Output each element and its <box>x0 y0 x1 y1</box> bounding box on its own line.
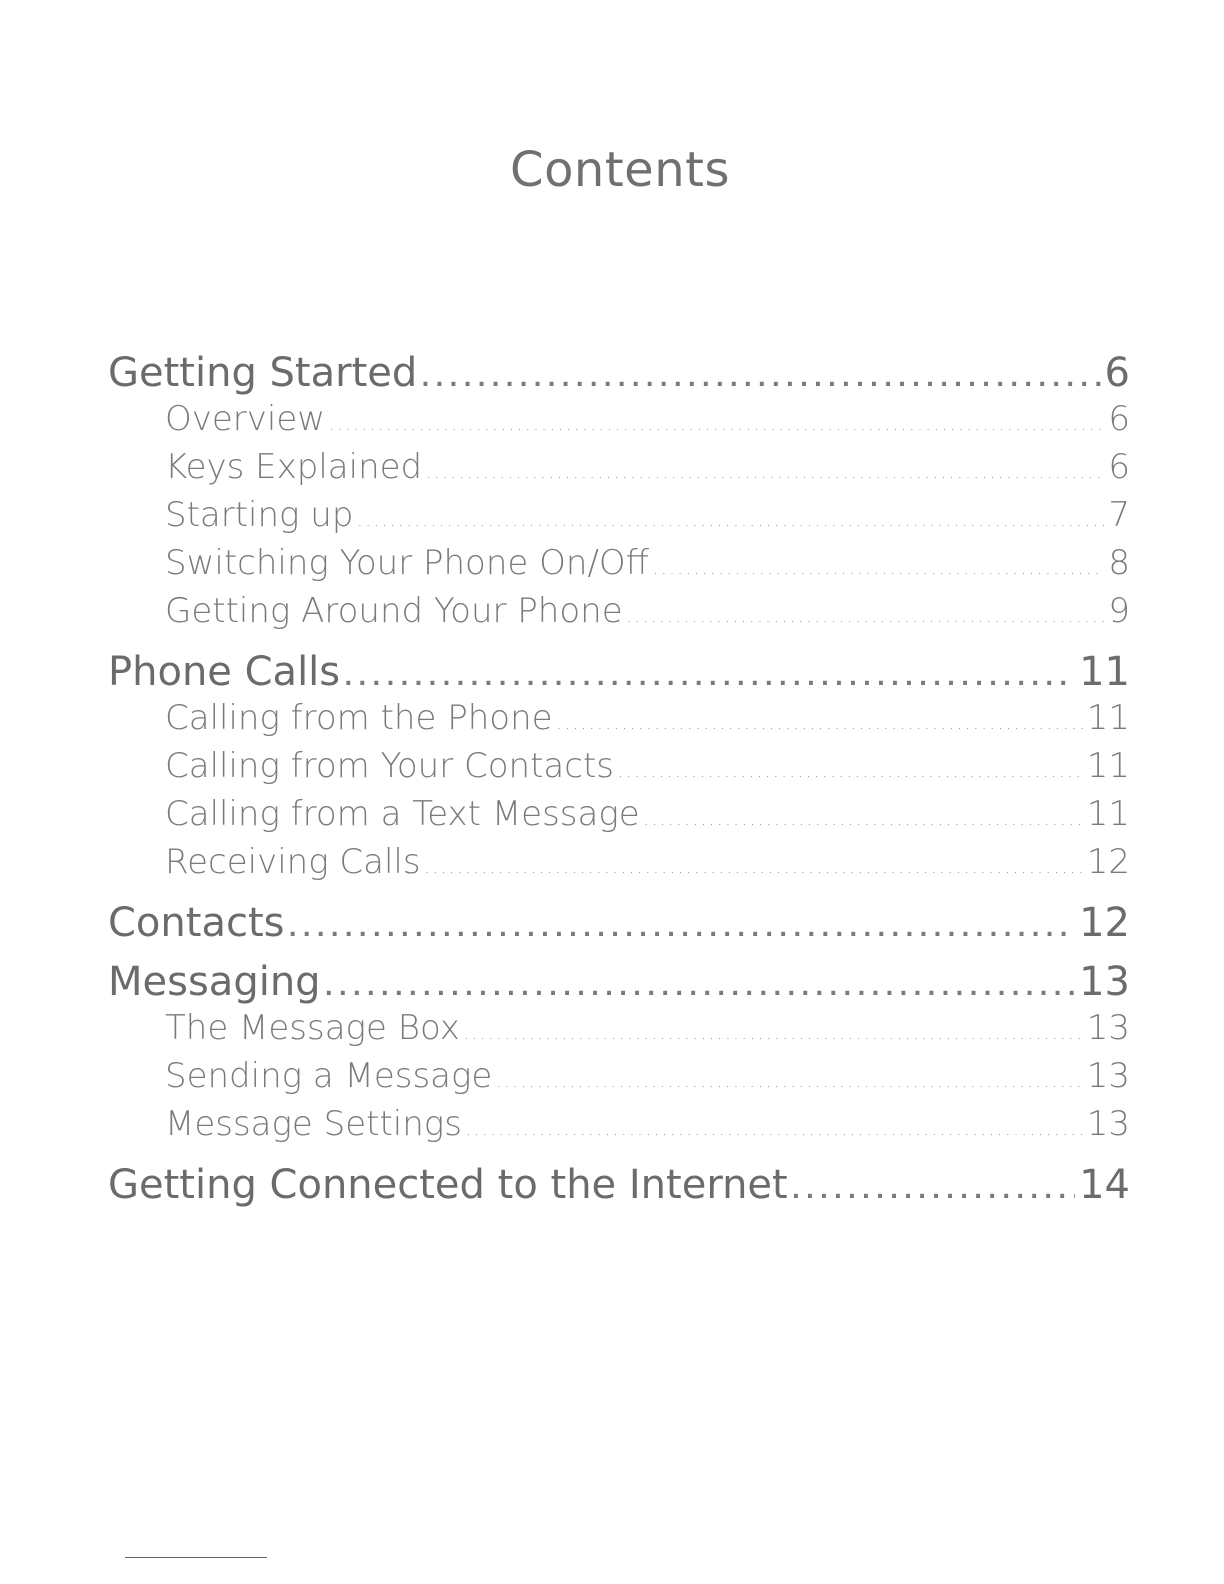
toc-page-number: 8 <box>1108 543 1130 583</box>
dot-leader <box>618 762 1083 781</box>
toc-page-number: 11 <box>1086 746 1130 786</box>
table-of-contents <box>108 350 1130 1211</box>
toc-entry-overview[interactable] <box>108 399 1130 447</box>
dot-leader <box>644 810 1083 829</box>
toc-entry-label: The Message Box <box>165 1008 460 1048</box>
toc-section-messaging[interactable] <box>108 959 1130 1008</box>
toc-section-label: Messaging <box>108 959 321 1005</box>
toc-section-label: Getting Started <box>108 350 418 396</box>
toc-section-phone-calls[interactable] <box>108 649 1130 698</box>
dot-leader <box>464 1024 1083 1043</box>
toc-entry-switching-phone[interactable] <box>108 543 1130 591</box>
toc-page-number: 12 <box>1086 842 1130 882</box>
toc-entry-starting-up[interactable] <box>108 495 1130 543</box>
toc-entry-calling-from-phone[interactable] <box>108 698 1130 746</box>
page-title: Contents <box>510 142 730 198</box>
toc-entry-receiving-calls[interactable] <box>108 842 1130 890</box>
dot-leader <box>653 559 1104 578</box>
toc-entry-sending-message[interactable] <box>108 1056 1130 1104</box>
toc-entry-label: Overview <box>165 399 326 439</box>
toc-entry-label: Switching Your Phone On/Off <box>165 543 650 583</box>
toc-entry-label: Calling from the Phone <box>165 698 553 738</box>
dot-leader <box>627 607 1105 626</box>
toc-entry-label: Starting up <box>165 495 354 535</box>
toc-page-number: 13 <box>1086 1056 1130 1096</box>
dot-leader <box>466 1120 1083 1139</box>
dot-leader <box>496 1072 1082 1091</box>
toc-page-number: 13 <box>1086 1104 1130 1144</box>
toc-entry-label: Calling from Your Contacts <box>165 746 614 786</box>
toc-page-number: 11 <box>1079 649 1130 695</box>
toc-section-getting-started[interactable] <box>108 350 1130 399</box>
toc-page-number: 6 <box>1104 350 1130 396</box>
toc-section-contacts[interactable] <box>108 900 1130 949</box>
toc-page-number: 11 <box>1086 698 1130 738</box>
toc-page-number: 13 <box>1079 959 1130 1005</box>
toc-page-number: 14 <box>1079 1162 1130 1208</box>
dot-leader <box>344 666 1075 691</box>
dot-leader <box>557 714 1083 733</box>
toc-entry-getting-around[interactable] <box>108 591 1130 639</box>
toc-section-internet[interactable] <box>108 1162 1130 1211</box>
toc-entry-label: Getting Around Your Phone <box>165 591 623 631</box>
toc-page-number: 11 <box>1086 794 1130 834</box>
dot-leader <box>792 1179 1075 1204</box>
toc-entry-label: Receiving Calls <box>165 842 421 882</box>
dot-leader <box>329 415 1104 434</box>
footnote-divider <box>125 1557 267 1558</box>
toc-entry-keys-explained[interactable] <box>108 447 1130 495</box>
toc-section-label: Getting Connected to the Internet <box>108 1162 788 1208</box>
dot-leader <box>421 367 1100 392</box>
toc-page-number: 6 <box>1108 399 1130 439</box>
toc-page-number: 7 <box>1108 495 1130 535</box>
toc-entry-label: Calling from a Text Message <box>165 794 640 834</box>
toc-page-number: 13 <box>1086 1008 1130 1048</box>
toc-entry-label: Keys Explained <box>165 447 423 487</box>
toc-entry-message-box[interactable] <box>108 1008 1130 1056</box>
dot-leader <box>288 917 1075 942</box>
toc-page-number: 12 <box>1079 900 1130 946</box>
toc-entry-label: Message Settings <box>165 1104 462 1144</box>
toc-entry-calling-from-text[interactable] <box>108 794 1130 842</box>
toc-entry-calling-from-contacts[interactable] <box>108 746 1130 794</box>
toc-entry-label: Sending a Message <box>165 1056 493 1096</box>
toc-section-label: Phone Calls <box>108 649 341 695</box>
toc-entry-message-settings[interactable] <box>108 1104 1130 1152</box>
dot-leader <box>425 858 1083 877</box>
dot-leader <box>325 976 1076 1001</box>
toc-section-label: Contacts <box>108 900 285 946</box>
toc-page-number: 9 <box>1108 591 1130 631</box>
dot-leader <box>357 511 1104 530</box>
dot-leader <box>426 463 1104 482</box>
toc-page-number: 6 <box>1108 447 1130 487</box>
